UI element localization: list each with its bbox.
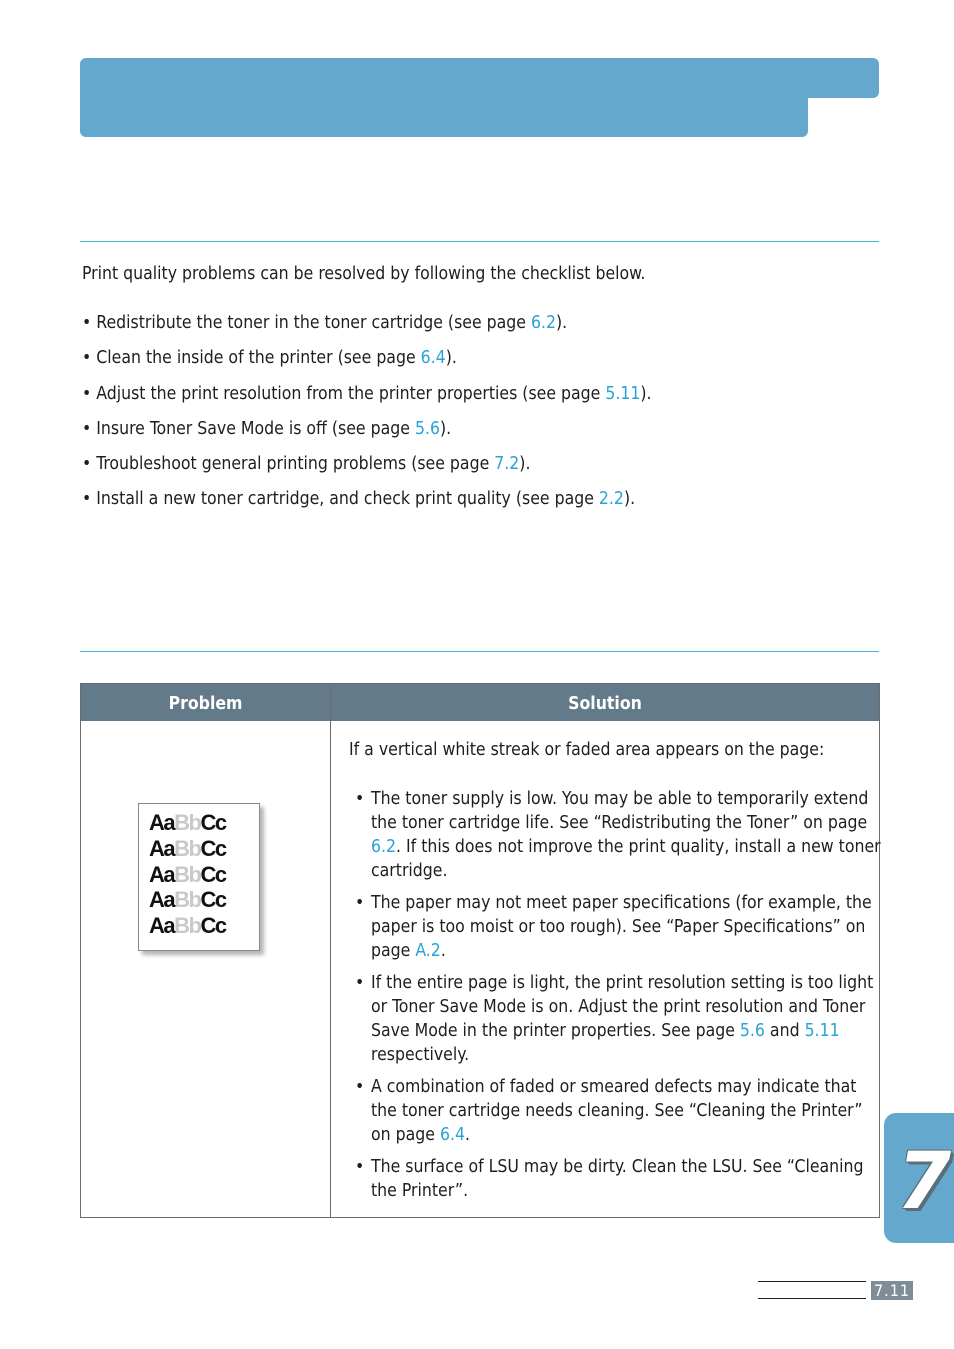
quality-checklist	[82, 312, 652, 524]
page-link[interactable]: 5.11	[804, 1021, 840, 1041]
checklist-item: • Adjust the print resolution from the printer properties (see page 5.11).	[82, 383, 652, 404]
table-header	[81, 684, 879, 721]
solution-item: • The surface of LSU may be dirty. Clean the LSU. See “Cleaning the Printer”.	[355, 1155, 885, 1203]
chapter-number: 7	[896, 1137, 952, 1227]
page-number: 7.11	[871, 1281, 913, 1300]
chapter-tab	[884, 1113, 954, 1243]
problem-column-header: Problem	[168, 694, 243, 714]
checklist-item: • Insure Toner Save Mode is off (see page 5.6).	[82, 418, 452, 439]
solution-intro: If a vertical white streak or faded area appears on the page:	[349, 740, 825, 760]
footer-rule	[758, 1281, 866, 1282]
checklist-item: • Troubleshoot general printing problems (see page 7.2).	[82, 454, 531, 475]
page-link[interactable]: 6.2	[371, 837, 397, 857]
sample-row: AaBbCc	[149, 835, 226, 861]
problem-solution-table	[80, 683, 880, 1218]
sample-row: AaBbCc	[149, 810, 226, 835]
sample-row: AaBbCc	[149, 913, 226, 939]
footer-rule	[758, 1298, 866, 1299]
page-link[interactable]: 6.4	[420, 348, 446, 369]
page-link[interactable]: 5.6	[739, 1021, 765, 1041]
solution-column-header: Solution	[568, 694, 642, 714]
page-link[interactable]: 6.4	[439, 1125, 465, 1145]
faded-print-sample-image	[138, 803, 260, 951]
solution-item: • The toner supply is low. You may be able to temporarily extend the toner cartridge life. See “Redistributing the Toner” on page 6.2. If this does not improve the print quality, install a new toner cartridge.	[355, 787, 885, 883]
header-banner-tab	[80, 90, 808, 137]
checklist-item: • Install a new toner cartridge, and check print quality (see page 2.2).	[82, 489, 636, 510]
page-link[interactable]: A.2	[415, 941, 441, 961]
checklist-item: • Redistribute the toner in the toner cartridge (see page 6.2).	[82, 313, 568, 333]
intro-text: Print quality problems can be resolved by following the checklist below.	[82, 264, 646, 284]
solution-list	[355, 787, 885, 1211]
page-link[interactable]: 2.2	[598, 489, 624, 510]
solution-item: • The paper may not meet paper specifications (for example, the paper is too moist or too rough). See “Paper Specifications” on page A.2.	[355, 891, 885, 963]
section-rule	[80, 241, 879, 242]
checklist-item: • Clean the inside of the printer (see page 6.4).	[82, 348, 457, 369]
section-rule	[80, 651, 879, 652]
page-link[interactable]: 5.6	[414, 418, 440, 439]
page-link[interactable]: 7.2	[494, 454, 520, 475]
page-link[interactable]: 5.11	[605, 383, 641, 404]
sample-row: AaBbCc	[149, 861, 226, 887]
solution-item: • A combination of faded or smeared defects may indicate that the toner cartridge needs cleaning. See “Cleaning the Printer” on page 6.4.	[355, 1075, 885, 1147]
solution-item: • If the entire page is light, the print resolution setting is too light or Toner Save Mode is on. Adjust the print resolution and Toner Save Mode in the printer properties. See page 5.6 and 5.11 respectively.	[355, 971, 885, 1067]
column-divider	[330, 684, 331, 1217]
sample-row: AaBbCc	[149, 887, 226, 913]
page-link[interactable]: 6.2	[530, 313, 557, 333]
